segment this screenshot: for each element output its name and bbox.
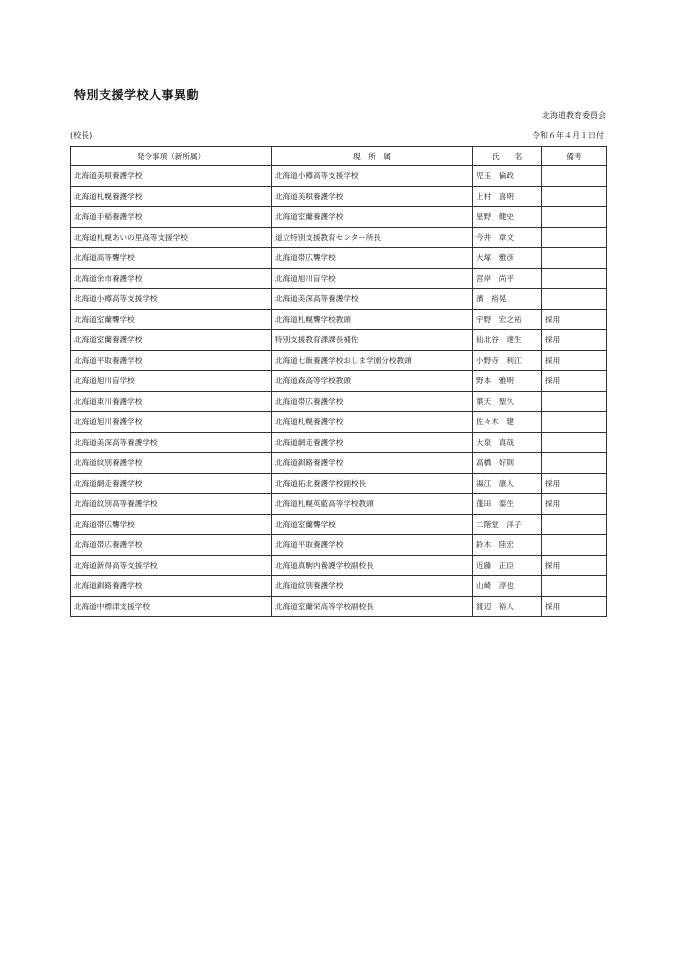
current-position-cell: 北海道真駒内養護学校副校長 [272,555,473,576]
header-current-position: 現 所 属 [272,147,473,166]
current-position-cell: 道立特別支援教育センター所長 [272,227,473,248]
remarks-cell: 採用 [542,555,607,576]
new-assignment-cell: 北海道室蘭聾学校 [71,309,272,330]
table-row [71,186,607,207]
name-cell: 鈴木 陸宏 [473,535,542,556]
remarks-cell: 採用 [542,473,607,494]
current-position-cell: 北海道網走養護学校 [272,432,473,453]
current-position-cell: 北海道紋別養護学校 [272,576,473,597]
name-cell: 蓬田 泰生 [473,494,542,515]
table-row [71,371,607,392]
name-cell: 今井 章文 [473,227,542,248]
table-row [71,432,607,453]
remarks-cell [542,289,607,310]
name-cell: 山崎 淳也 [473,576,542,597]
effective-date: 令和６年４月１日付 [532,131,604,140]
remarks-cell [542,207,607,228]
table-row [71,166,607,187]
remarks-cell [542,227,607,248]
category-label: (校長) [70,131,93,140]
name-cell: 仙北谷 達生 [473,330,542,351]
remarks-cell [542,453,607,474]
new-assignment-cell: 北海道札幌養護学校 [71,186,272,207]
table-row [71,330,607,351]
remarks-cell: 採用 [542,494,607,515]
current-position-cell: 北海道平取養護学校 [272,535,473,556]
current-position-cell: 北海道帯広聾学校 [272,248,473,269]
new-assignment-cell: 北海道網走養護学校 [71,473,272,494]
header-name: 氏 名 [473,147,542,166]
current-position-cell: 北海道拓北養護学校副校長 [272,473,473,494]
new-assignment-cell: 北海道札幌あいの里高等支援学校 [71,227,272,248]
table-row [71,412,607,433]
remarks-cell [542,432,607,453]
remarks-cell: 採用 [542,371,607,392]
remarks-cell [542,166,607,187]
current-position-cell: 北海道美唄養護学校 [272,186,473,207]
new-assignment-cell: 北海道新得高等支援学校 [71,555,272,576]
header-remarks: 備考 [542,147,607,166]
table-row [71,473,607,494]
current-position-cell: 北海道帯広養護学校 [272,391,473,412]
current-position-cell: 北海道七飯養護学校おしま学園分校教頭 [272,350,473,371]
remarks-cell [542,576,607,597]
new-assignment-cell: 北海道美深高等養護学校 [71,432,272,453]
name-cell: 近藤 正臣 [473,555,542,576]
issuer: 北海道教育委員会 [542,111,606,120]
current-position-cell: 北海道札幌養護学校 [272,412,473,433]
current-position-cell: 北海道釧路養護学校 [272,453,473,474]
header-new-assignment: 発令事項（新所属） [71,147,272,166]
table-row [71,494,607,515]
new-assignment-cell: 北海道旭川養護学校 [71,412,272,433]
new-assignment-cell: 北海道小樽高等支援学校 [71,289,272,310]
current-position-cell: 北海道旭川盲学校 [272,268,473,289]
current-position-cell: 北海道美深高等養護学校 [272,289,473,310]
remarks-cell: 採用 [542,330,607,351]
new-assignment-cell: 北海道室蘭養護学校 [71,330,272,351]
new-assignment-cell: 北海道帯広聾学校 [71,514,272,535]
table-row [71,207,607,228]
table-row [71,453,607,474]
name-cell: 宇野 宏之祐 [473,309,542,330]
new-assignment-cell: 北海道東川養護学校 [71,391,272,412]
remarks-cell: 採用 [542,309,607,330]
remarks-cell [542,514,607,535]
current-position-cell: 北海道札幌英藍高等学校教頭 [272,494,473,515]
name-cell: 高橋 好則 [473,453,542,474]
table-row [71,227,607,248]
current-position-cell: 北海道小樽高等支援学校 [272,166,473,187]
new-assignment-cell: 北海道紋別養護学校 [71,453,272,474]
name-cell: 児玉 倫政 [473,166,542,187]
table-row [71,535,607,556]
name-cell: 葉天 聖久 [473,391,542,412]
personnel-table [70,146,607,617]
document-title: 特別支援学校人事異動 [74,88,200,102]
new-assignment-cell: 北海道旭川盲学校 [71,371,272,392]
table-row [71,576,607,597]
current-position-cell: 北海道室蘭聾学校 [272,514,473,535]
table-row [71,350,607,371]
current-position-cell: 北海道森高等学校教頭 [272,371,473,392]
remarks-cell [542,412,607,433]
name-cell: 大泉 真哉 [473,432,542,453]
remarks-cell [542,535,607,556]
current-position-cell: 北海道札幌聾学校教頭 [272,309,473,330]
new-assignment-cell: 北海道帯広養護学校 [71,535,272,556]
new-assignment-cell: 北海道平取養護学校 [71,350,272,371]
remarks-cell [542,268,607,289]
table-row [71,555,607,576]
name-cell: 大塚 雅彦 [473,248,542,269]
table-row [71,514,607,535]
current-position-cell: 北海道室蘭栄高等学校副校長 [272,596,473,617]
name-cell: 二階堂 洋子 [473,514,542,535]
new-assignment-cell: 北海道手稲養護学校 [71,207,272,228]
table-row [71,596,607,617]
remarks-cell [542,186,607,207]
new-assignment-cell: 北海道釧路養護学校 [71,576,272,597]
new-assignment-cell: 北海道美唄養護学校 [71,166,272,187]
current-position-cell: 特別支援教育課課長補佐 [272,330,473,351]
new-assignment-cell: 北海道中標津支援学校 [71,596,272,617]
remarks-cell [542,248,607,269]
name-cell: 佐々木 建 [473,412,542,433]
table-row [71,248,607,269]
remarks-cell: 採用 [542,350,607,371]
name-cell: 渡辺 裕人 [473,596,542,617]
table-row [71,391,607,412]
table-header-row [71,147,607,166]
current-position-cell: 北海道室蘭養護学校 [272,207,473,228]
name-cell: 上村 喜明 [473,186,542,207]
table-row [71,289,607,310]
name-cell: 湯江 康人 [473,473,542,494]
table-row [71,309,607,330]
table-row [71,268,607,289]
new-assignment-cell: 北海道高等聾学校 [71,248,272,269]
name-cell: 濱 裕晃 [473,289,542,310]
remarks-cell: 採用 [542,596,607,617]
remarks-cell [542,391,607,412]
new-assignment-cell: 北海道紋別高等養護学校 [71,494,272,515]
name-cell: 小野寺 利江 [473,350,542,371]
name-cell: 宮岸 尚平 [473,268,542,289]
new-assignment-cell: 北海道余市養護学校 [71,268,272,289]
name-cell: 星野 健史 [473,207,542,228]
name-cell: 野本 雅明 [473,371,542,392]
